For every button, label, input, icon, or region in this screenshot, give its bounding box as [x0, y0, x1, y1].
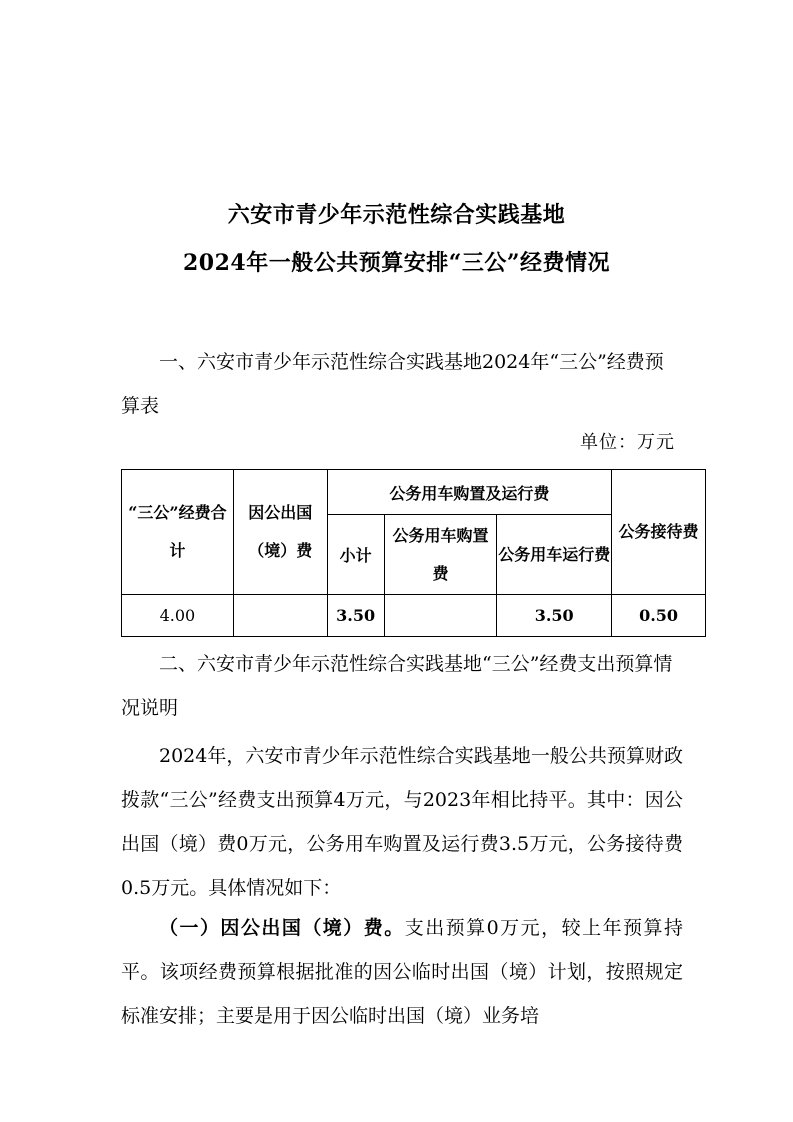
header-vehicle-group: 公务用车购置及运行费 — [327, 470, 611, 515]
document-title-line1: 六安市青少年示范性综合实践基地 — [227, 202, 566, 228]
value-subtotal: 3.50 — [327, 595, 384, 637]
budget-table — [121, 469, 706, 637]
header-purchase: 公务用车购置费 — [384, 515, 497, 595]
section2-heading: 二、六安市青少年示范性综合实践基地“三公”经费支出预算情况说明 — [121, 653, 673, 719]
section1-heading: 一、六安市青少年示范性综合实践基地2024年“三公”经费预算表 — [121, 351, 664, 417]
header-total: “三公”经费合计 — [122, 470, 234, 595]
header-abroad: 因公出国（境）费 — [233, 470, 327, 595]
value-operation: 3.50 — [497, 595, 612, 637]
paragraph-abroad — [121, 906, 683, 1038]
document-title-line2: 2024年一般公共预算安排“三公”经费情况 — [182, 250, 611, 276]
unit-label: 单位：万元 — [580, 432, 675, 453]
paragraph-summary: 2024年，六安市青少年示范性综合实践基地一般公共预算财政拨款“三公”经费支出预算4万元，与2023年相比持平。其中：因公出国（境）费0万元，公务用车购置及运行费3.5万元，公务接待费0.5万元。具体情况如下： — [121, 745, 683, 899]
paragraph-abroad-body: 支出预算0万元，较上年预算持平。该项经费预算根据批准的因公临时出国（境）计划，按照规定标准安排；主要是用于因公临时出国（境）业务培 — [121, 917, 683, 1027]
paragraph-abroad-lead: （一）因公出国（境）费。 — [159, 917, 405, 939]
value-total: 4.00 — [122, 595, 234, 637]
header-reception: 公务接待费 — [612, 470, 706, 595]
header-subtotal: 小计 — [327, 515, 384, 595]
value-reception: 0.50 — [612, 595, 706, 637]
value-abroad — [233, 595, 327, 637]
value-purchase — [384, 595, 497, 637]
header-operation: 公务用车运行费 — [497, 515, 612, 595]
